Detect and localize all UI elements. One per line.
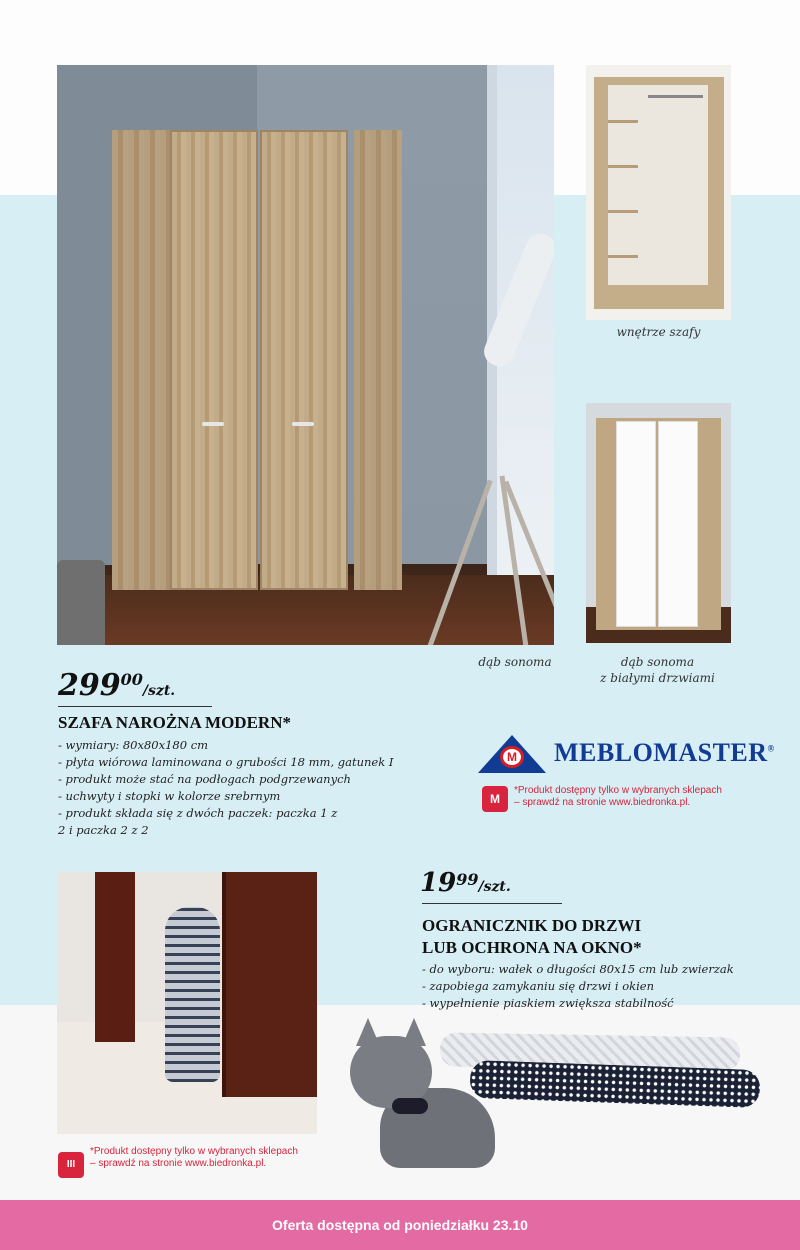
price-unit: /szt. [478,879,511,895]
logo-m-icon: M [500,746,524,768]
white-variant-door [616,421,656,627]
spec-item: - do wyboru: wałek o długości 80x15 cm lub zwierzak [422,961,792,978]
caption-variant-white-line2: z białymi drzwiami [600,671,715,685]
door-background [95,872,135,1042]
spec-item: - uchwyty i stopki w kolorze srebrnym [58,788,433,805]
logo-text: MEBLOMASTER® [554,738,775,767]
interior-shelf [608,210,638,213]
white-door-variant-photo [586,403,731,643]
caption-variant-sonoma: dąb sonoma [478,655,552,669]
price-unit: /szt. [142,683,176,699]
price-divider [422,903,562,904]
spec-item: - produkt składa się z dwóch paczek: paczka 1 z 2 i paczka 2 z 2 [58,805,348,839]
price-cents: 00 [120,670,143,689]
spec-item: - wypełnienie piaskiem zwiększa stabilność [422,995,792,1012]
offer-footer-bar [0,1200,800,1250]
spec-item: - produkt może stać na podłogach podgrzewanych [58,771,433,788]
wardrobe-handle [292,422,314,426]
meblomaster-logo [478,732,775,776]
interior-shelf [608,255,638,258]
caption-interior: wnętrze szafy [616,325,701,339]
price-divider [58,706,212,707]
wardrobe-availability-note: *Produkt dostępny tylko w wybranych sklepach – sprawdź na stronie www.biedronka.pl. [514,785,722,808]
price-main: 19 [420,868,457,898]
white-variant-door [658,421,698,627]
caption-variant-white-line1: dąb sonoma [620,655,695,669]
wardrobe-interior-photo [586,65,731,320]
wardrobe-handle [202,422,224,426]
wardrobe-specs [58,737,433,839]
stopper-title-line1: OGRANICZNIK DO DRZWI [422,916,642,935]
wardrobe-door-left [170,130,258,590]
stopper-availability-note: *Produkt dostępny tylko w wybranych sklepach – sprawdź na stronie www.biedronka.pl. [90,1146,298,1169]
plaid-cat-stopper [165,907,220,1082]
sofa-corner [57,560,105,645]
spec-item: - zapobiega zamykaniu się drzwi i okien [422,978,792,995]
corner-wardrobe [112,130,402,590]
price-cents: 99 [456,870,479,889]
interior-rod [648,95,703,98]
door-stopper-photo [57,872,317,1134]
wardrobe-door-right [260,130,348,590]
wardrobe-room-photo [57,65,554,645]
spec-item: - wymiary: 80x80x180 cm [58,737,433,754]
stopper-specs [422,961,792,1012]
stopper-title-line2: LUB OCHRONA NA OKNO* [422,938,642,957]
availability-map-icon: III [58,1152,84,1178]
price-main: 299 [58,668,121,703]
availability-map-icon: M [482,786,508,812]
wardrobe-side-left [112,130,170,590]
interior-shelf [608,120,638,123]
spec-item: - płyta wiórowa laminowana o grubości 18 mm, gatunek I [58,754,433,771]
offer-date-text: Oferta dostępna od poniedziałku 23.10 [272,1217,528,1233]
grey-cat-stopper [350,1018,500,1178]
wardrobe-side-right [354,130,402,590]
interior-shelf [608,165,638,168]
wardrobe-price [58,668,175,703]
wardrobe-title: SZAFA NAROŻNA MODERN* [58,713,291,732]
door-foreground [222,872,317,1097]
cat-bow [392,1098,428,1114]
stopper-price [420,868,511,898]
